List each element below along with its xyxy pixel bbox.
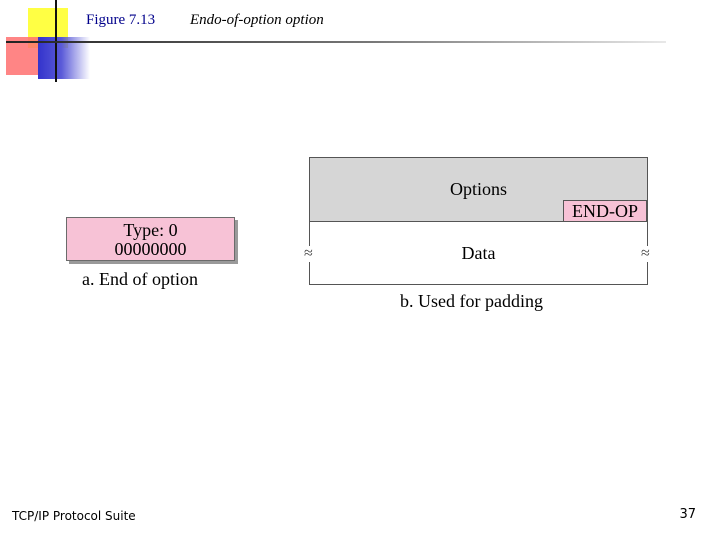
binary-value: 00000000 (114, 239, 187, 259)
figure-number: Figure 7.13 (86, 12, 156, 28)
end-op-box: END-OP (563, 200, 647, 222)
break-mark-left-icon: ≈ (304, 245, 313, 262)
caption-a: a. End of option (82, 269, 198, 289)
options-label: Options (449, 179, 507, 199)
decor-horizontal-line (6, 41, 666, 43)
page-number: 37 (679, 507, 696, 522)
footer-text: TCP/IP Protocol Suite (12, 509, 136, 523)
data-label: Data (461, 243, 496, 263)
padding-diagram (309, 157, 648, 285)
options-area (310, 158, 647, 222)
caption-b: b. Used for padding (400, 291, 543, 311)
figure-title: Endo-of-option option (190, 12, 324, 28)
figure-heading (86, 12, 324, 29)
decor-blue-square (38, 37, 90, 79)
end-of-option-type-box (66, 217, 235, 261)
type-line: Type: 0 (123, 220, 178, 240)
break-mark-right-icon: ≈ (641, 245, 650, 262)
